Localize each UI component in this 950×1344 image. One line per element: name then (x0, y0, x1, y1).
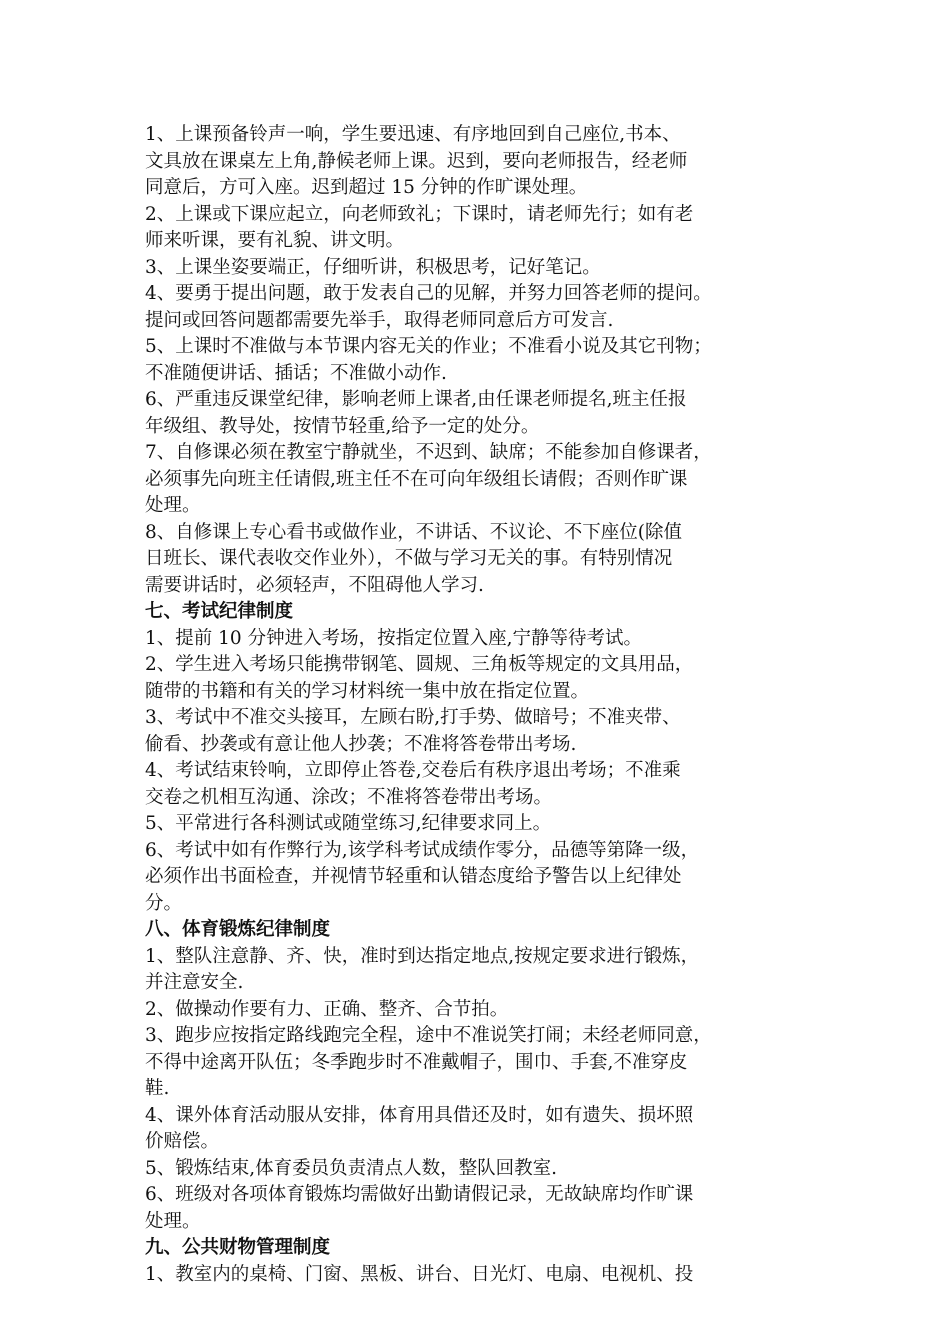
text-line: 需要讲话时，必须轻声，不阻碍他人学习. (145, 574, 484, 596)
text-line: 偷看、抄袭或有意让他人抄袭；不准将答卷带出考场. (145, 733, 577, 755)
text-line: 1、整队注意静、齐、快，准时到达指定地点,按规定要求进行锻炼， (145, 945, 700, 967)
text-line: 1、上课预备铃声一响，学生要迅速、有序地回到自己座位,书本、 (145, 124, 681, 145)
section-heading: 九、公共财物管理制度 (145, 1237, 331, 1258)
text-line: 6、班级对各项体育锻炼均需做好出勤请假记录，无故缺席均作旷课 (145, 1184, 694, 1205)
text-line: 交卷之机相互沟通、涂改；不准将答卷带出考场。 (145, 786, 553, 808)
document-body (145, 122, 825, 1288)
text-line: 随带的书籍和有关的学习材料统一集中放在指定位置。 (145, 680, 590, 702)
text-line: 5、平常进行各科测试或随堂练习,纪律要求同上。 (145, 813, 552, 834)
text-line: 2、上课或下课应起立，向老师致礼；下课时，请老师先行；如有老 (145, 203, 694, 225)
text-line: 8、自修课上专心看书或做作业，不讲话、不议论、不下座位(除值 (145, 521, 682, 543)
text-line: 3、考试中不准交头接耳，左顾右盼,打手势、做暗号；不准夹带、 (145, 707, 681, 728)
text-line: 提问或回答问题都需要先举手，取得老师同意后方可发言. (145, 309, 614, 331)
text-line: 5、锻炼结束,体育委员负责清点人数，整队回教室. (145, 1157, 558, 1179)
text-line: 文具放在课桌左上角,静候老师上课。迟到，要向老师报告，经老师 (145, 150, 688, 172)
text-line: 1、教室内的桌椅、门窗、黑板、讲台、日光灯、电扇、电视机、投 (145, 1263, 694, 1285)
section-heading: 八、体育锻炼纪律制度 (145, 919, 331, 940)
text-line: 鞋. (145, 1078, 170, 1099)
text-line: 处理。 (145, 495, 201, 516)
text-line: 并注意安全. (145, 972, 244, 993)
text-line: 年级组、教导处，按情节轻重,给予一定的处分。 (145, 415, 540, 437)
text-line: 5、上课时不准做与本节课内容无关的作业；不准看小说及其它刊物； (145, 336, 712, 357)
text-line: 6、严重违反课堂纪律，影响老师上课者,由任课老师提名,班主任报 (145, 389, 687, 410)
text-line: 日班长、课代表收交作业外），不做与学习无关的事。有特别情况 (145, 548, 673, 569)
text-line: 必须作出书面检查，并视情节轻重和认错态度给予警告以上纪律处 (145, 866, 682, 887)
text-line: 价赔偿。 (145, 1131, 220, 1152)
text-line: 2、做操动作要有力、正确、整齐、合节拍。 (145, 998, 509, 1020)
text-line: 3、上课坐姿要端正，仔细听讲，积极思考，记好笔记。 (145, 256, 601, 278)
text-line: 不准随便讲话、插话；不准做小动作. (145, 362, 447, 384)
text-line: 师来听课，要有礼貌、讲文明。 (145, 230, 405, 251)
text-line: 7、自修课必须在教室宁静就坐，不迟到、缺席；不能参加自修课者， (145, 442, 712, 463)
text-line: 3、跑步应按指定路线跑完全程，途中不准说笑打闹；未经老师同意， (145, 1025, 712, 1046)
text-line: 2、学生进入考场只能携带钢笔、圆规、三角板等规定的文具用品， (145, 654, 694, 675)
text-line: 同意后，方可入座。迟到超过 15 分钟的作旷课处理。 (145, 177, 588, 198)
text-line: 必须事先向班主任请假,班主任不在可向年级组长请假；否则作旷课 (145, 468, 688, 490)
text-line: 分。 (145, 892, 183, 914)
text-line: 4、课外体育活动服从安排，体育用具借还及时，如有遗失、损坏照 (145, 1104, 694, 1126)
text-line: 4、考试结束铃响，立即停止答卷,交卷后有秩序退出考场；不准乘 (145, 760, 681, 781)
text-line: 不得中途离开队伍；冬季跑步时不准戴帽子，围巾、手套,不准穿皮 (145, 1051, 688, 1073)
text-line: 处理。 (145, 1210, 201, 1232)
text-line: 1、提前 10 分钟进入考场，按指定位置入座,宁静等待考试。 (145, 627, 642, 649)
section-heading: 七、考试纪律制度 (145, 601, 294, 622)
text-line: 4、要勇于提出问题，敢于发表自己的见解，并努力回答老师的提问。 (145, 283, 712, 304)
text-line: 6、考试中如有作弊行为,该学科考试成绩作零分，品德等第降一级， (145, 839, 700, 861)
